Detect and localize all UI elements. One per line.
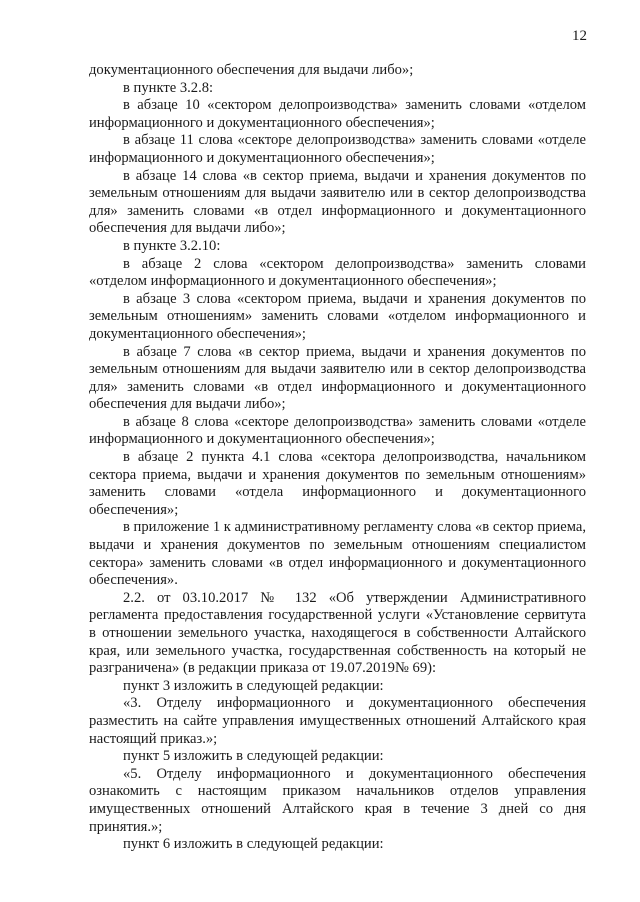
paragraph: пункт 3 изложить в следующей редакции: <box>123 677 384 694</box>
paragraph: пункт 6 изложить в следующей редакции: <box>123 836 384 853</box>
document-body <box>89 62 586 854</box>
paragraph: пункт 5 изложить в следующей редакции: <box>123 748 384 765</box>
paragraph: в абзаце 2 пункта 4.1 слова «сектора делопроизводства, начальником сектора приема, выдачи и хранения документов по земельным отношениям» заменить словами «отдела информационного и документационного обеспечения»; <box>89 449 586 518</box>
paragraph: в абзаце 3 слова «сектором приема, выдачи и хранения документов по земельным отношениям» заменить словами «отделом информационного и документационного обеспечения»; <box>89 290 586 342</box>
paragraph: в приложение 1 к административному регламенту слова «в сектор приема, выдачи и хранения документов по земельным отношениям специалистом сектора» заменить словами «в отдел информационного и документационного обеспечения». <box>89 519 586 589</box>
paragraph: в абзаце 11 слова «секторе делопроизводства» заменить словами «отделе информационного и документационного обеспечения»; <box>89 132 586 166</box>
paragraph: в абзаце 10 «сектором делопроизводства» заменить словами «отделом информационного и документационного обеспечения»; <box>89 97 586 131</box>
paragraph-continuation: документационного обеспечения для выдачи либо»; <box>89 62 414 78</box>
paragraph: «3. Отделу информационного и документационного обеспечения разместить на сайте управления имущественных отношений Алтайского края настоящий приказ.»; <box>89 695 586 747</box>
paragraph: в абзаце 8 слова «секторе делопроизводства» заменить словами «отделе информационного и документационного обеспечения»; <box>89 413 586 448</box>
paragraph: в абзаце 2 слова «сектором делопроизводства» заменить словами «отделом информационного и документационного обеспечения»; <box>89 255 586 290</box>
page-number: 12 <box>572 28 587 44</box>
paragraph: в пункте 3.2.10: <box>123 237 221 254</box>
paragraph: в пункте 3.2.8: <box>123 79 214 96</box>
paragraph: в абзаце 7 слова «в сектор приема, выдачи и хранения документов по земельным отношениям для выдачи заявителю или в сектор делопроизводства для» заменить словами «в отдел информационного и документационного обеспечения для выдачи либо»; <box>89 343 586 413</box>
paragraph: «5. Отделу информационного и документационного обеспечения ознакомить с настоящим приказом начальников отделов управления имущественных отношений Алтайского края в течение 3 дней со дня принятия.»; <box>89 765 586 835</box>
paragraph: 2.2. от 03.10.2017 № 132 «Об утверждении Административного регламента предоставления государственной услуги «Установление сервитута в отношении земельного участка, находящегося в собственности Алтайского края, или земельного участка, государственная собственность на который не разграничена» (в редакции приказа от 19.07.2019№ 69): <box>89 589 586 677</box>
paragraph: в абзаце 14 слова «в сектор приема, выдачи и хранения документов по земельным отношениям для выдачи заявителю или в сектор делопроизводства для» заменить словами «в отдел информационного и документационного обеспечения для выдачи либо»; <box>89 167 586 237</box>
